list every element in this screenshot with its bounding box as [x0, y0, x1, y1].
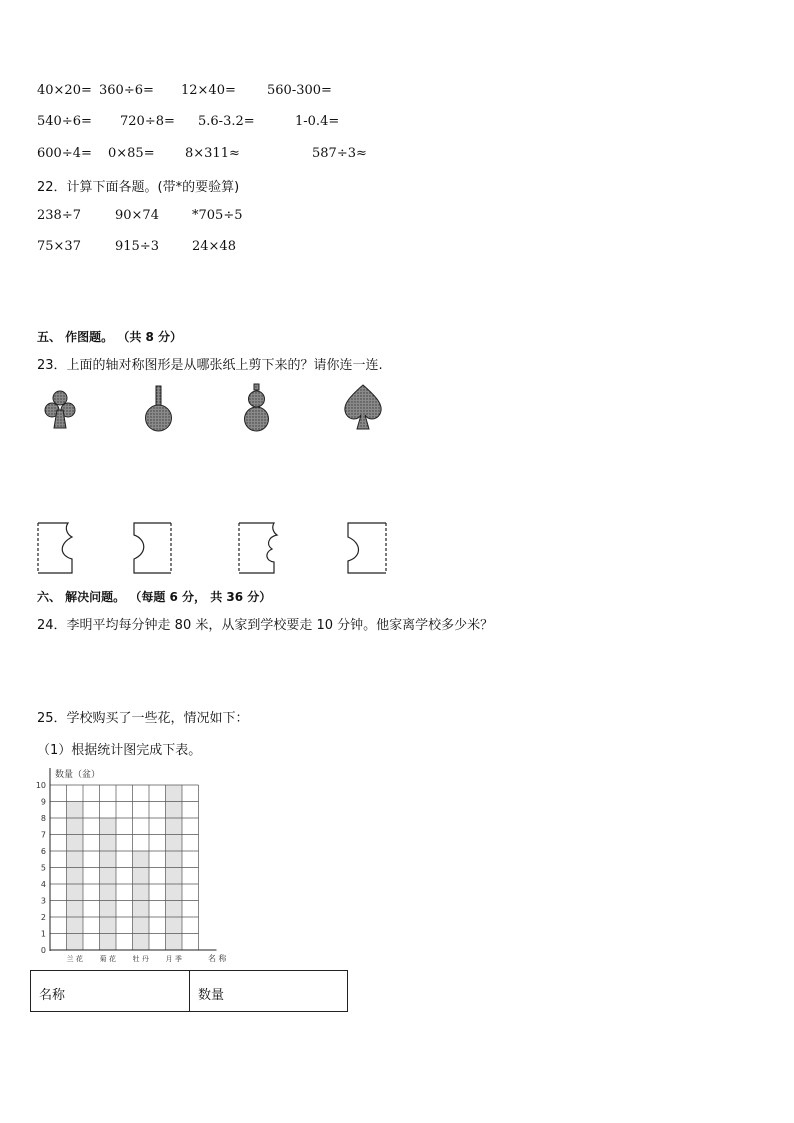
oral-item: 8×311≈ — [185, 146, 240, 161]
table-cell — [190, 971, 347, 1011]
y-axis-label: 数量（盆） — [55, 770, 101, 780]
y-tick-label: 7 — [40, 830, 46, 840]
oral-item: 360÷6= — [99, 83, 154, 98]
question-25-sub1: （1）根据统计图完成下表。 — [37, 743, 202, 758]
club-shape — [45, 391, 75, 428]
oral-item: 720÷8= — [120, 114, 175, 129]
oral-item: 540÷6= — [37, 114, 92, 129]
flask-shape — [146, 386, 172, 431]
y-tick-label: 5 — [40, 863, 46, 873]
calc-item: 238÷7 — [37, 208, 81, 223]
oral-item: 0×85= — [108, 146, 155, 161]
question-25-title: 25．学校购买了一些花，情况如下： — [37, 711, 249, 726]
folded-paper — [134, 523, 171, 573]
table-header-count: 数量 — [198, 988, 225, 1003]
bar-兰花 — [67, 802, 84, 951]
y-tick-label: 6 — [40, 847, 46, 856]
oral-item: 12×40= — [181, 83, 236, 98]
table-cell — [31, 971, 190, 1011]
folded-paper — [239, 523, 277, 573]
folded-papers-row — [30, 515, 400, 580]
question-22-title: 22．计算下面各题。(带*的要验算) — [37, 180, 240, 195]
folded-paper — [38, 523, 72, 573]
answer-table — [30, 970, 348, 1012]
table-header-name: 名称 — [39, 988, 66, 1003]
cut-shapes-row — [30, 380, 390, 440]
y-tick-label: 8 — [40, 814, 46, 823]
calc-item: 915÷3 — [115, 239, 159, 254]
calc-item: 90×74 — [115, 208, 159, 223]
x-axis-label: 名 称 — [208, 954, 227, 963]
y-tick-label: 10 — [35, 781, 46, 790]
x-tick-label: 兰 花 — [66, 955, 83, 963]
calc-item: *705÷5 — [192, 208, 243, 223]
question-24-title: 24．李明平均每分钟走 80 米，从家到学校要走 10 分钟。他家离学校多少米？ — [37, 618, 494, 633]
y-tick-label: 2 — [40, 913, 46, 922]
oral-item: 600÷4= — [37, 146, 92, 161]
calc-item: 75×37 — [37, 239, 81, 254]
y-tick-label: 4 — [40, 880, 46, 889]
spade-shape — [345, 385, 381, 429]
question-23-title: 23．上面的轴对称图形是从哪张纸上剪下来的？请你连一连. — [37, 358, 383, 373]
gourd-shape — [245, 384, 269, 431]
x-tick-label: 月 季 — [165, 955, 182, 963]
section-6-title: 六、 解决问题。 （每题 6 分， 共 36 分） — [37, 590, 272, 604]
y-tick-label: 0 — [40, 946, 46, 955]
folded-paper — [348, 523, 386, 573]
y-tick-label: 3 — [40, 896, 46, 906]
oral-item: 5.6-3.2= — [198, 114, 255, 129]
section-5-title: 五、 作图题。 （共 8 分） — [37, 330, 183, 344]
oral-item: 1-0.4= — [295, 114, 340, 129]
calc-item: 24×48 — [192, 239, 236, 254]
x-tick-label: 菊 花 — [99, 955, 116, 963]
flower-bar-chart — [28, 764, 250, 968]
oral-item: 40×20= — [37, 83, 92, 98]
y-tick-label: 9 — [40, 797, 46, 807]
y-tick-label: 1 — [40, 929, 46, 939]
oral-item: 560-300= — [267, 83, 332, 98]
oral-item: 587÷3≈ — [312, 146, 367, 161]
x-tick-label: 牡 丹 — [132, 955, 149, 963]
